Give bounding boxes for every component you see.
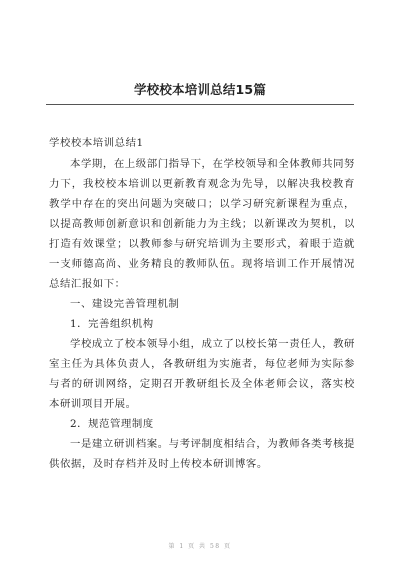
heading-management-rules: 2．规范管理制度 xyxy=(70,418,154,430)
section-title: 学校校本培训总结1 xyxy=(49,137,144,149)
document-body xyxy=(49,133,355,474)
heading-organization: 1．完善组织机构 xyxy=(70,318,154,330)
organization-paragraph: 学校成立了校本领导小组，成立了以校长第一责任人，教研室主任为具体负责人，各教研组为实施者，每位老师为实际参与者的研训网络，定期召开教研组长及全体老师会议，落实校本研训项目开展。 xyxy=(49,338,355,410)
intro-paragraph: 本学期，在上级部门指导下，在学校领导和全体教师共同努力下，我校校本培训以更新教育观念为先导，以解决我校教育教学中存在的突出问题为突破口；以学习研究新课程为重点，以提高教师创新意识和创新能力为主线；以新课改为契机，以打造有效课堂；以教师参与研究培训为主要形式，着眼于造就一支师德高尚、业务精良的教师队伍。现将培训工作开展情况总结汇报如下： xyxy=(49,158,355,290)
title-divider xyxy=(46,104,354,105)
management-rules-paragraph: 一是建立研训档案。与考评制度相结合，为教师各类考核提供依据，及时存档并及时上传校本研训博客。 xyxy=(49,438,355,470)
document-title: 学校校本培训总结15篇 xyxy=(133,82,267,97)
heading-management-mechanism: 一、建设完善管理机制 xyxy=(70,298,180,310)
page-number-footer: 第 1 页 共 58 页 xyxy=(168,543,232,550)
